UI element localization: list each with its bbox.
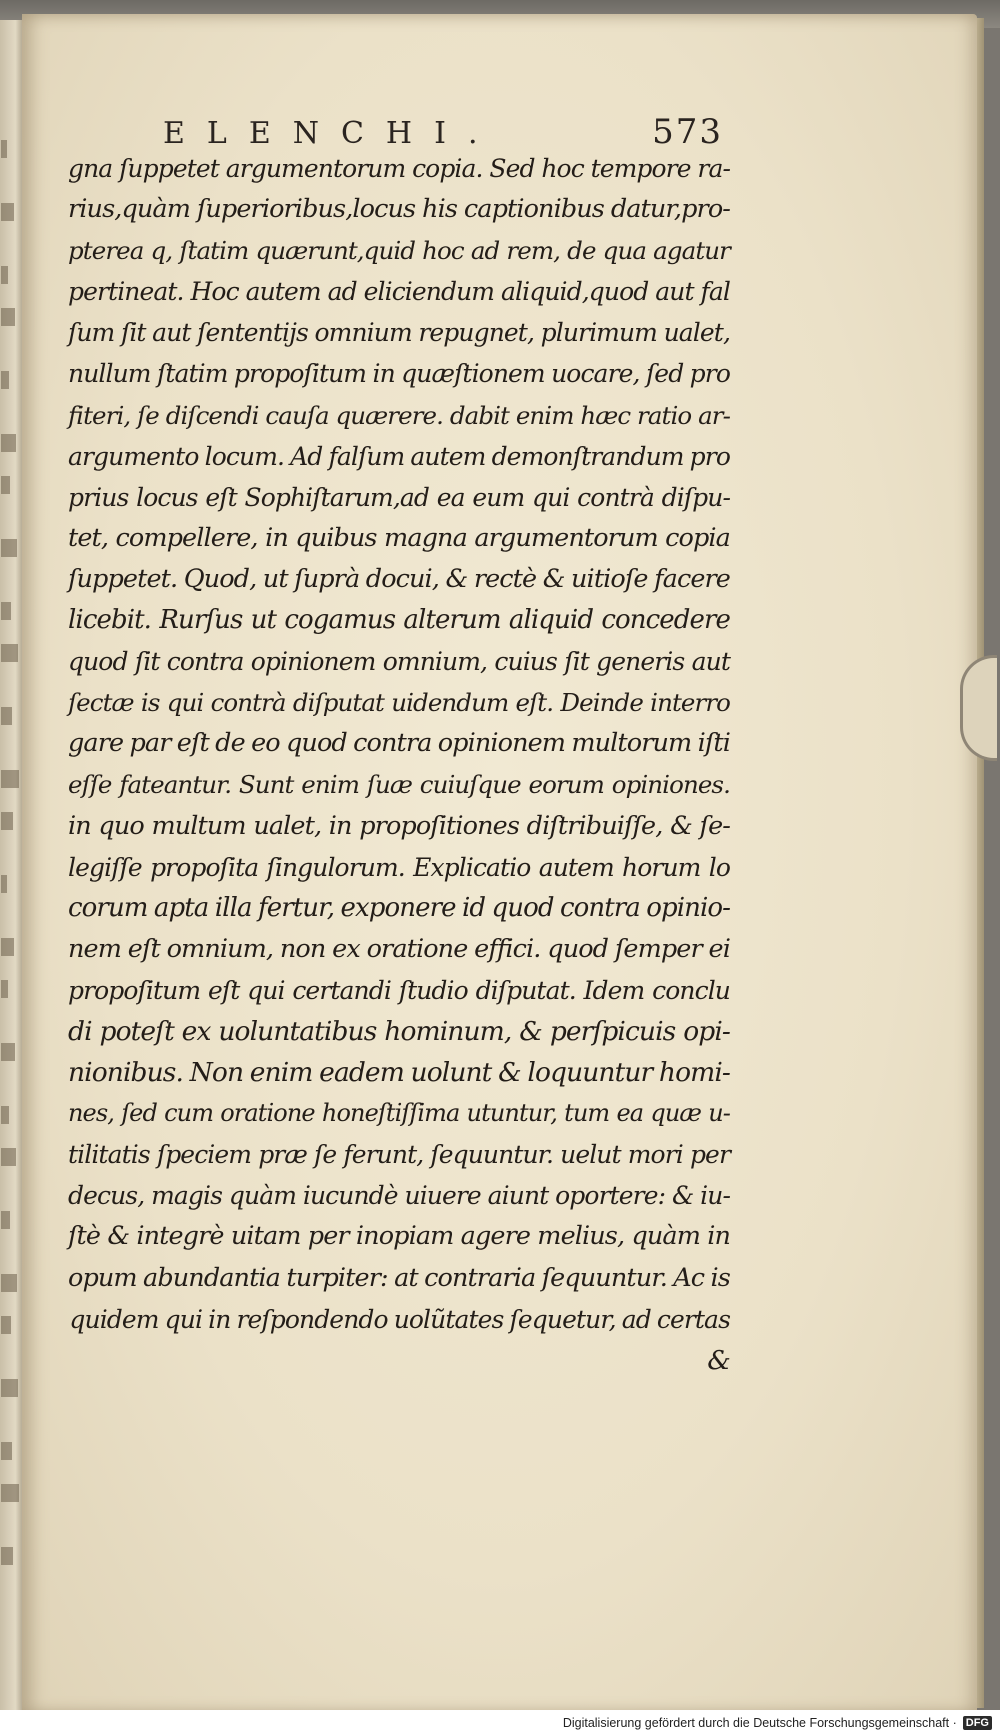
- running-head: ELENCHI.: [163, 116, 500, 151]
- facing-page-fragment: [1, 1316, 11, 1334]
- facing-page-fragment: [1, 1442, 12, 1460]
- facing-page-fragment: [1, 1379, 18, 1397]
- text-line: opum abundantia turpiter: at contraria ſequuntur. Ac is: [68, 1262, 730, 1293]
- text-line: in quo multum ualet, in propoſitiones diſtribuiſſe, & ſe-: [68, 810, 730, 841]
- text-line: pertineat. Hoc autem ad eliciendum aliquid,quod aut fal: [68, 277, 730, 307]
- text-line: nes, ſed cum oratione honeſtiſſima utuntur, tum ea quæ u-: [68, 1099, 730, 1128]
- page-header: [163, 112, 723, 152]
- text-line: di poteſt ex uoluntatibus hominum, & perſpicuis opi-: [68, 1015, 730, 1047]
- facing-page-fragment: [1, 602, 11, 620]
- text-line: nem eſt omnium, non ex oratione effici. quod ſemper ei: [68, 933, 730, 964]
- text-line: propoſitum eſt qui certandi ſtudio diſputat. Idem conclu: [68, 975, 730, 1005]
- facing-page-fragment: [1, 1043, 15, 1061]
- text-line: &: [707, 1344, 730, 1376]
- text-line: tilitatis ſpeciem præ ſe ferunt, ſequuntur. uelut mori per: [68, 1140, 730, 1170]
- text-line: argumento locum. Ad falſum autem demonſtrandum pro: [68, 441, 730, 471]
- facing-page-fragment: [1, 980, 8, 998]
- facing-page-fragment: [1, 875, 7, 893]
- text-line: gare par eſt de eo quod contra opinionem multorum iſti: [68, 728, 730, 759]
- text-line: gna ſuppetet argumentorum copia. Sed hoc tempore ra-: [68, 154, 730, 183]
- facing-page-fragment: [1, 1148, 16, 1166]
- text-line: rius,quàm ſuperioribus,locus his captionibus datur,pro-: [68, 194, 730, 225]
- book-clip: [960, 655, 997, 761]
- facing-page-fragment: [1, 812, 13, 830]
- text-line: nionibus. Non enim eadem uolunt & loquuntur homi-: [68, 1057, 730, 1089]
- facing-page-text-fragments: [0, 140, 20, 1640]
- page-number: 573: [652, 112, 723, 152]
- text-line: ſectæ is qui contrà diſputat uidendum eſt. Deinde interro: [68, 688, 730, 718]
- text-line: prius locus eſt Sophiſtarum,ad ea eum qui contrà diſpu-: [68, 482, 730, 512]
- facing-page-fragment: [1, 266, 8, 284]
- dfg-logo: DFG: [963, 1716, 992, 1730]
- text-line: legiſſe propoſita ſingulorum. Explicatio autem horum lo: [68, 852, 730, 882]
- facing-page-fragment: [1, 539, 17, 557]
- facing-page-fragment: [1, 938, 14, 956]
- funding-notice: Digitalisierung gefördert durch die Deutsche Forschungsgemeinschaft ·: [562, 1715, 957, 1730]
- text-line: nullum ſtatim propoſitum in quæſtionem uocare, ſed pro: [68, 359, 730, 389]
- facing-page-fragment: [1, 371, 9, 389]
- text-line: ſtè & integrè uitam per inopiam agere melius, quàm in: [68, 1221, 730, 1252]
- text-line: licebit. Rurſus ut cogamus alterum aliquid concedere: [68, 605, 730, 636]
- text-line: tet, compellere, in quibus magna argumentorum copia: [68, 522, 730, 553]
- facing-page-fragment: [1, 140, 7, 158]
- facing-page-fragment: [1, 1211, 10, 1229]
- text-line: fiteri, ſe diſcendi cauſa quærere. dabit enim hæc ratio ar-: [68, 400, 730, 430]
- facing-page-fragment: [1, 1484, 19, 1502]
- text-line: quidem qui in reſpondendo uolũtates ſequetur, ad certas: [69, 1304, 730, 1334]
- text-line: corum apta illa fertur, exponere id quod contra opinio-: [68, 892, 731, 923]
- facing-page-fragment: [1, 203, 14, 221]
- digitization-footer: [0, 1710, 1000, 1735]
- facing-page-fragment: [1, 434, 16, 452]
- text-line: decus, magis quàm iucundè uiuere aiunt oportere: & iu-: [68, 1181, 730, 1211]
- facing-page-fragment: [1, 770, 19, 788]
- text-line: quod ſit contra opinionem omnium, cuius ſit generis aut: [68, 647, 730, 677]
- facing-page-fragment: [1, 1106, 9, 1124]
- facing-page-fragment: [1, 644, 18, 662]
- text-line: ſuppetet. Quod, ut ſuprà docui, & rectè & uitioſe facere: [68, 563, 730, 594]
- text-line: ſum ſit aut ſententijs omnium repugnet, plurimum ualet,: [68, 318, 730, 348]
- facing-page-fragment: [1, 1547, 13, 1565]
- facing-page-fragment: [1, 308, 15, 326]
- facing-page-fragment: [1, 707, 12, 725]
- text-line: pterea q, ſtatim quærunt,quid hoc ad rem, de qua agatur: [68, 236, 730, 266]
- facing-page-fragment: [1, 476, 10, 494]
- facing-page-fragment: [1, 1274, 17, 1292]
- body-text: [68, 148, 730, 1381]
- text-line: eſſe fateantur. Sunt enim ſuæ cuiuſque eorum opiniones.: [68, 770, 730, 800]
- facing-page-edge: [0, 20, 23, 1710]
